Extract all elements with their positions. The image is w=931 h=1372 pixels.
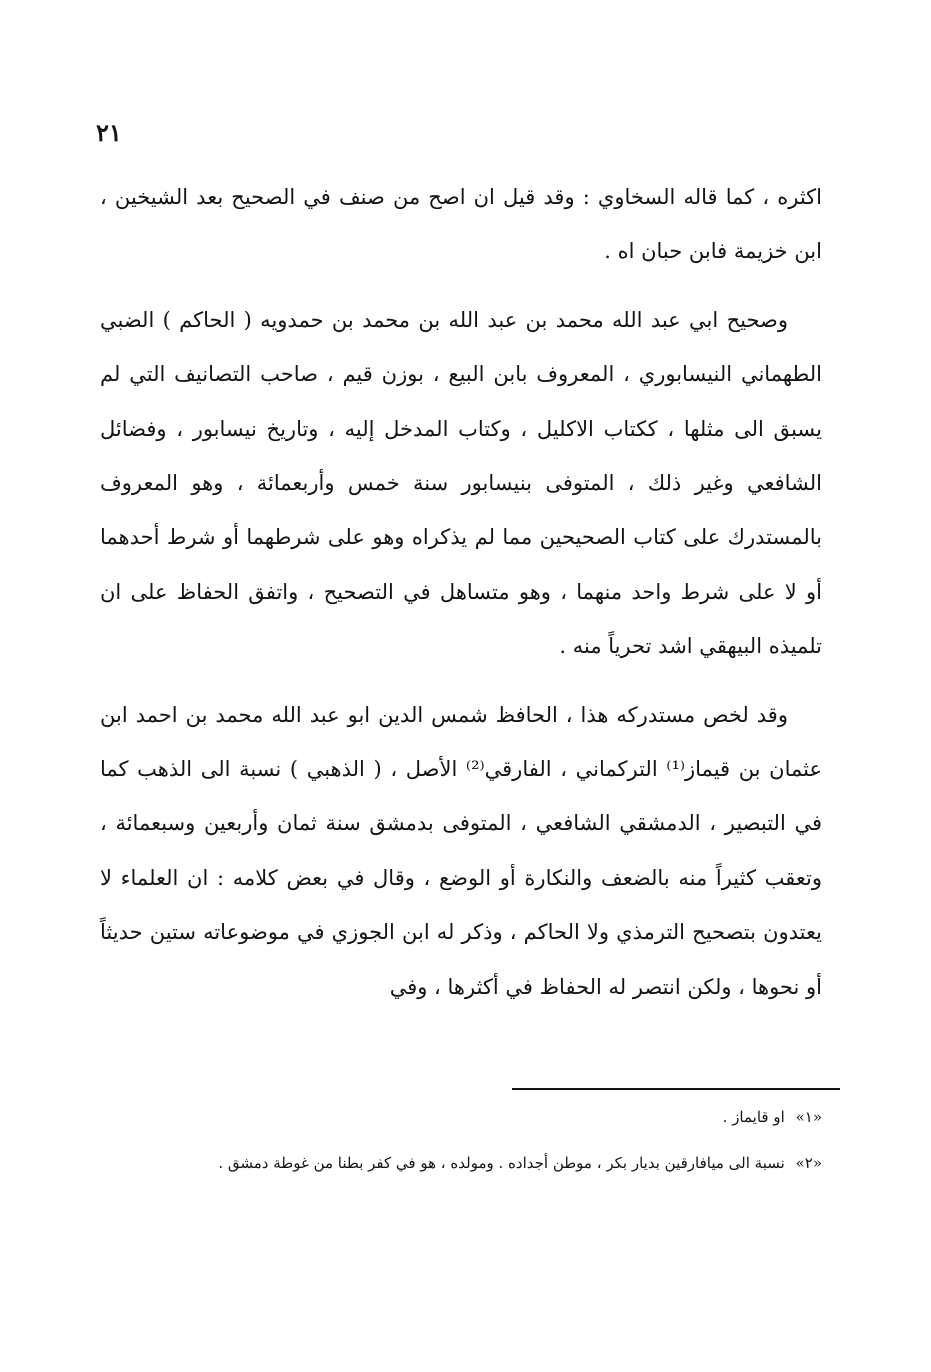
main-text [100,170,822,1014]
footnote-divider [512,1088,840,1090]
paragraph-1: اكثره ، كما قاله السخاوي : وقد قيل ان اصح من صنف في الصحيح بعد الشيخين ، ابن خزيمة فابن حبان اه . [100,185,822,264]
footnote-2 [100,1146,822,1180]
paragraph-2: وصحيح ابي عبد الله محمد بن عبد الله بن محمد بن حمدويه ( الحاكم ) الضبي الطهماني النيسابوري ، المعروف بابن البيع ، بوزن قيم ، صاحب التصانيف التي لم يسبق الى مثلها ، ككتاب الاكليل ، وكتاب المدخل إليه ، وتاريخ نيسابور ، وفضائل الشافعي وغير ذلك ، المتوفى بنيسابور سنة خمس وأربعمائة ، وهو المعروف بالمستدرك على كتاب الصحيحين مما لم يذكراه وهو على شرطهما أو شرط أحدهما أو لا على شرط واحد منهما ، وهو متساهل في التصحيح ، واتفق الحفاظ على ان تلميذه البيهقي اشد تحرياً منه . [100,307,822,659]
footnote-mark-1: «١» [795,1108,822,1126]
footnote-text-2: نسبة الى ميافارقين بديار بكر ، موطن أجداده . ومولده ، هو في كفر بطنا من غوطة دمشق . [218,1154,785,1172]
footnote-mark-2: «٢» [795,1154,822,1172]
footnotes [100,1100,822,1180]
footnote-1 [100,1100,822,1134]
footnote-text-1: او قايماز . [722,1108,785,1126]
paragraph-3: وقد لخص مستدركه هذا ، الحافظ شمس الدين ابو عبد الله محمد بن احمد ابن عثمان بن قيماز⁽¹⁾ التركماني ، الفارقي⁽²⁾ الأصل ، ( الذهبي ) نسبة الى الذهب كما في التبصير ، الدمشقي الشافعي ، المتوفى بدمشق سنة ثمان وأربعين وسبعمائة ، وتعقب كثيراً منه بالضعف والنكارة أو الوضع ، وقال في بعض كلامه : ان العلماء لا يعتدون بتصحيح الترمذي ولا الحاكم ، وذكر له ابن الجوزي في موضوعاته ستين حديثاً أو نحوها ، ولكن انتصر له الحفاظ في أكثرها ، وفي [100,702,822,999]
page-number: ٢١ [96,118,122,147]
